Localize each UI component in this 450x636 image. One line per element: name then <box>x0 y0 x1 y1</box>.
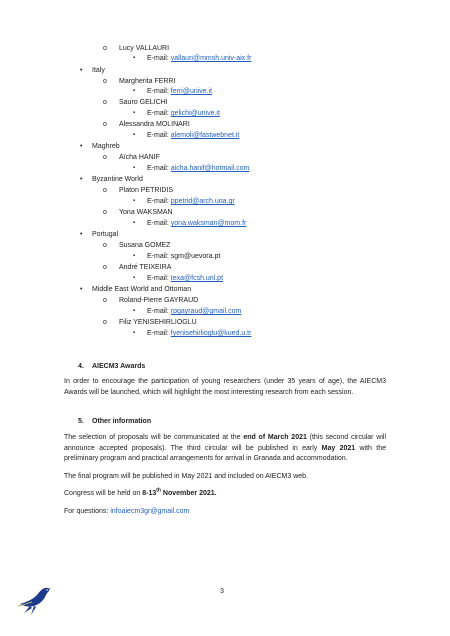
square-bullet: ▪ <box>133 165 136 171</box>
contact-name: Alessandra MOLINARI <box>119 121 190 128</box>
email-line: E-mail: aicha.hanif@hotmail.com <box>147 165 250 172</box>
square-bullet: ▪ <box>133 110 136 116</box>
awards-paragraph: In order to encourage the participation of young researchers (under 35 years of age), the AIECM3 Awards will be launched, which will highlight the most interesting research from each session. <box>64 378 386 396</box>
region-label: Byzantine World <box>92 176 143 183</box>
email-line: E-mail: sgm@uevora.pt <box>147 253 221 260</box>
contact-name: Platon PETRIDIS <box>119 187 174 194</box>
questions-email-link[interactable]: infoaiecm3gr@gmail.com <box>110 508 190 515</box>
main-bullet: • <box>80 176 83 183</box>
email-link[interactable]: aicha.hanif@hotmail.com <box>170 165 250 172</box>
page-number: 3 <box>220 588 224 595</box>
square-bullet: ▪ <box>133 253 136 259</box>
email-line: E-mail: vallauri@mmsh.univ-aix.fr <box>147 55 252 62</box>
email-line: E-mail: alemoli@fastwebnet.it <box>147 132 240 139</box>
email-link[interactable]: ferri@unive.it <box>170 88 213 95</box>
sub-bullet: o <box>103 99 107 106</box>
contact-name: Lucy VALLAURI <box>119 45 170 52</box>
section-number: 5. <box>78 418 84 425</box>
email-line: E-mail: texa@fcsh.unl.pt <box>147 275 224 282</box>
email-line: E-mail: yona.waksman@mom.fr <box>147 220 247 227</box>
email-link[interactable]: alemoli@fastwebnet.it <box>170 132 240 139</box>
main-bullet: • <box>80 286 83 293</box>
square-bullet: ▪ <box>133 55 136 61</box>
email-link[interactable]: yona.waksman@mom.fr <box>170 220 247 227</box>
email-link[interactable]: vallauri@mmsh.univ-aix.fr <box>170 55 252 62</box>
contact-name: Roland-Pierre GAYRAUD <box>119 297 199 304</box>
email-line: E-mail: rpgayraud@gmail.com <box>147 308 242 315</box>
sub-bullet: o <box>103 78 107 85</box>
sub-bullet: o <box>103 319 107 326</box>
email-line: E-mail: gelichi@unive.it <box>147 110 220 117</box>
square-bullet: ▪ <box>133 88 136 94</box>
email-link[interactable]: fyenisehirlioglu@kued.u.tr <box>170 330 252 337</box>
square-bullet: ▪ <box>133 308 136 314</box>
email-link[interactable]: rpgayraud@gmail.com <box>170 308 242 315</box>
contact-name: Aïcha HANIF <box>119 154 160 161</box>
contact-name: Sauro GELICHI <box>119 99 168 106</box>
section-number: 4. <box>78 363 84 370</box>
contact-name: Margherita FERRI <box>119 78 176 85</box>
square-bullet: ▪ <box>133 330 136 336</box>
congress-dates-paragraph: Congress will be held on 8-13th November 2021. <box>64 487 217 497</box>
final-program-paragraph: The final program will be published in May 2021 and included on AIECM3 web. <box>64 473 308 480</box>
email-line: E-mail: ferri@unive.it <box>147 88 213 95</box>
section-title: Other information <box>92 418 152 425</box>
region-label: Middle East World and Ottoman <box>92 286 192 293</box>
sub-bullet: o <box>103 297 107 304</box>
email-text: sgm@uevora.pt <box>170 253 221 260</box>
square-bullet: ▪ <box>133 198 136 204</box>
main-bullet: • <box>80 67 83 74</box>
section-title: AIECM3 Awards <box>92 363 146 370</box>
square-bullet: ▪ <box>133 220 136 226</box>
sub-bullet: o <box>103 209 107 216</box>
sub-bullet: o <box>103 121 107 128</box>
contact-name: Susana GOMEZ <box>119 242 171 249</box>
email-link[interactable]: texa@fcsh.unl.pt <box>170 275 224 282</box>
contact-name: Yona WAKSMAN <box>119 209 173 216</box>
email-line: E-mail: fyenisehirlioglu@kued.u.tr <box>147 330 252 337</box>
contact-name: Filiz YENISEHIRLIOGLU <box>119 319 197 326</box>
sub-bullet: o <box>103 264 107 271</box>
email-link[interactable]: ppetrid@arch.uoa.gr <box>170 198 235 205</box>
square-bullet: ▪ <box>133 132 136 138</box>
region-label: Portugal <box>92 231 119 238</box>
sub-bullet: o <box>103 187 107 194</box>
contact-name: André TEIXEIRA <box>119 264 172 271</box>
square-bullet: ▪ <box>133 275 136 281</box>
main-bullet: • <box>80 231 83 238</box>
email-line: E-mail: ppetrid@arch.uoa.gr <box>147 198 235 205</box>
region-label: Italy <box>92 67 105 74</box>
sub-bullet: o <box>103 45 107 52</box>
selection-paragraph: The selection of proposals will be communicated at the end of March 2021 (this second circular will announce accepted proposals). The third circular will be published in early May 2021 with the preliminary program and practical arrangements for arrival in Granada and accommodation. <box>64 434 387 462</box>
bird-logo-icon <box>16 582 54 616</box>
region-label: Maghreb <box>92 143 120 150</box>
main-bullet: • <box>80 143 83 150</box>
email-link[interactable]: gelichi@unive.it <box>170 110 220 117</box>
sub-bullet: o <box>103 154 107 161</box>
questions-paragraph: For questions: infoaiecm3gr@gmail.com <box>64 508 190 515</box>
sub-bullet: o <box>103 242 107 249</box>
